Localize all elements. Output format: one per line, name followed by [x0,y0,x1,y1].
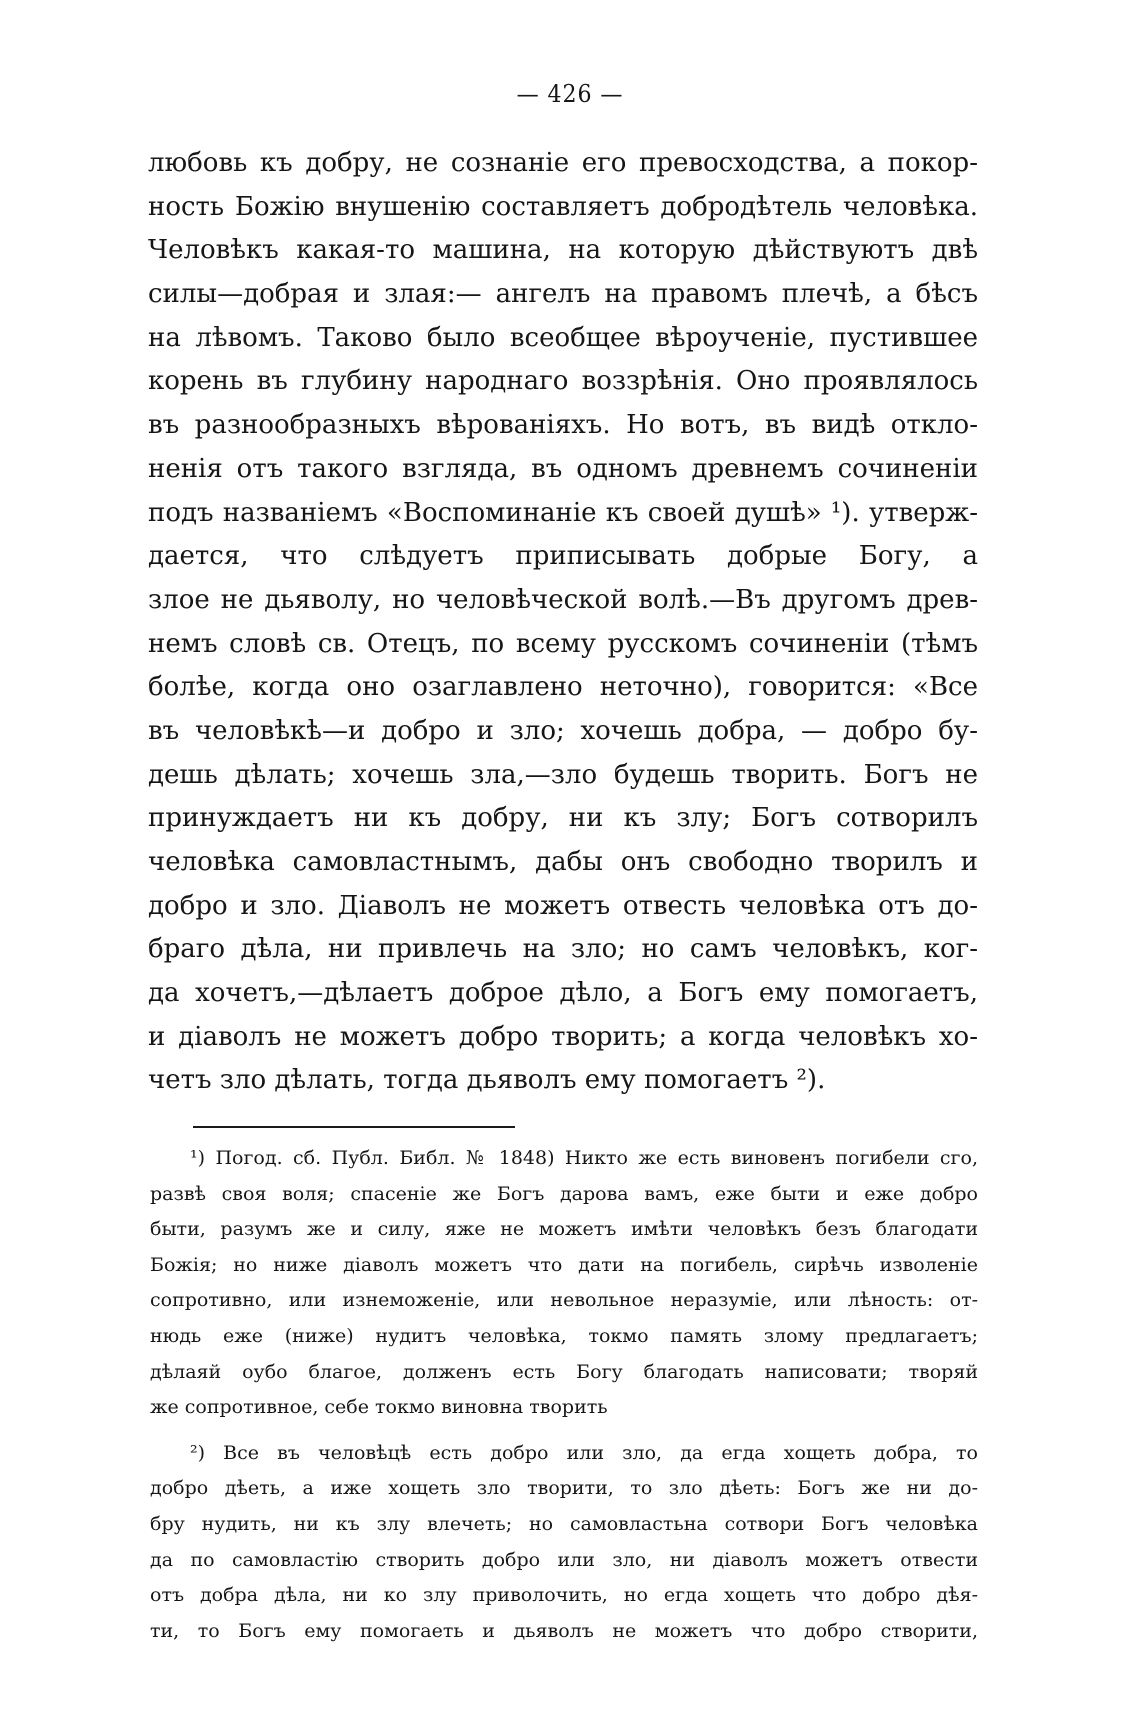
main-text-line: и діаволъ не можетъ добро творить; а когда человѣкъ хо- [148,1021,978,1052]
main-text-line: дается, что слѣдуетъ приписывать добрые Богу, а [148,541,978,572]
main-text-line: браго дѣла, ни привлечь на зло; но самъ человѣкъ, ког- [148,934,978,965]
footnote-line: развѣ своя воля; спасеніе же Богъ дарова вамъ, еже быти и еже добро [150,1182,978,1205]
footnote-line: же сопротивное, себе токмо виновна творить [150,1396,608,1419]
footnote-gap [150,1426,978,1436]
main-text-line: злое не дьяволу, но человѣческой волѣ.—Въ другомъ древ- [148,584,978,615]
footnote-line: ти, то Богъ ему помогаеть и дьяволъ не можетъ что добро створити, [150,1619,978,1642]
footnote-line: да по самовластію створить добро или зло, ни діаволъ можетъ отвести [150,1548,978,1571]
main-text-line: принуждаетъ ни къ добру, ни къ злу; Богъ сотворилъ [148,803,978,834]
footnote-1 [150,1141,978,1426]
footnote-line: отъ добра дѣла, ни ко злу приволочить, но егда хощеть что добро дѣя- [150,1584,978,1607]
main-text-line: въ человѣкѣ—и добро и зло; хочешь добра, — добро бу- [148,715,978,746]
main-text-line: ненія отъ такого взгляда, въ одномъ древнемъ сочиненіи [148,453,978,484]
main-text-line: корень въ глубину народнаго воззрѣнія. Оно проявлялось [148,366,978,397]
main-text-line: четъ зло дѣлать, тогда дьяволъ ему помогаетъ ²). [148,1065,826,1096]
footnote-line: добро дѣеть, а иже хощеть зло творити, то зло дѣеть: Богъ же ни до- [150,1477,978,1500]
main-text-line: ность Божію внушенію составляетъ добродѣтель человѣка. [148,191,978,222]
main-text-block [148,142,978,1103]
main-text-line: дешь дѣлать; хочешь зла,—зло будешь творить. Богъ не [148,759,978,790]
main-text-line: добро и зло. Діаволъ не можетъ отвесть человѣка отъ до- [148,890,978,921]
main-text-line: на лѣвомъ. Таково было всеобщее вѣроученіе, пустившее [148,322,978,353]
footnote-separator-rule [193,1126,515,1128]
footnote-line: Божія; но ниже діаволъ можетъ что дати на погибель, сирѣчь изволеніе [150,1253,978,1276]
footnote-line: ¹) Погод. сб. Публ. Библ. № 1848) Никто же есть виновенъ погибели сго, [190,1147,978,1169]
main-text-line: да хочетъ,—дѣлаетъ доброе дѣло, а Богъ ему помогаетъ, [148,978,978,1009]
footnote-line: ²) Все въ человѣцѣ есть добро или зло, да егда хощеть добра, то [190,1441,978,1464]
footnote-line: дѣлаяй оубо благое, долженъ есть Богу благодать написовати; творяй [150,1360,978,1383]
main-text-line: Человѣкъ какая-то машина, на которую дѣйствуютъ двѣ [148,235,978,266]
main-text-line: любовь къ добру, не сознаніе его превосходства, а покор- [148,148,978,178]
footnote-line: сопротивно, или изнеможеніе, или невольное неразуміе, или лѣность: от- [150,1289,978,1312]
main-text-line: въ разнообразныхъ вѣрованіяхъ. Но вотъ, въ видѣ откло- [148,410,978,441]
page-number: — 426 — [516,80,624,108]
footnote-line: нюдь еже (ниже) нудитъ человѣка, токмо память злому предлагаетъ; [150,1324,978,1347]
footnote-2 [150,1436,978,1650]
main-text-line: немъ словѣ св. Отецъ, по всему русскомъ сочиненіи (тѣмъ [148,628,978,659]
footnote-line: бру нудить, ни къ злу влечеть; но самовластьна сотвори Богъ человѣка [150,1512,978,1535]
main-text-line: болѣе, когда оно озаглавлено неточно), говорится: «Все [148,672,978,703]
main-text-line: человѣка самовластнымъ, дабы онъ свободно творилъ и [148,847,978,877]
footnote-line: быти, разумъ же и силу, яже не можетъ имѣти человѣкъ безъ благодати [150,1218,978,1241]
footnotes-block [150,1141,978,1649]
main-text-line: силы—добрая и злая:— ангелъ на правомъ плечѣ, а бѣсъ [148,279,978,310]
main-text-line: подъ названіемъ «Воспоминаніе къ своей душѣ» ¹). утверж- [148,497,978,528]
